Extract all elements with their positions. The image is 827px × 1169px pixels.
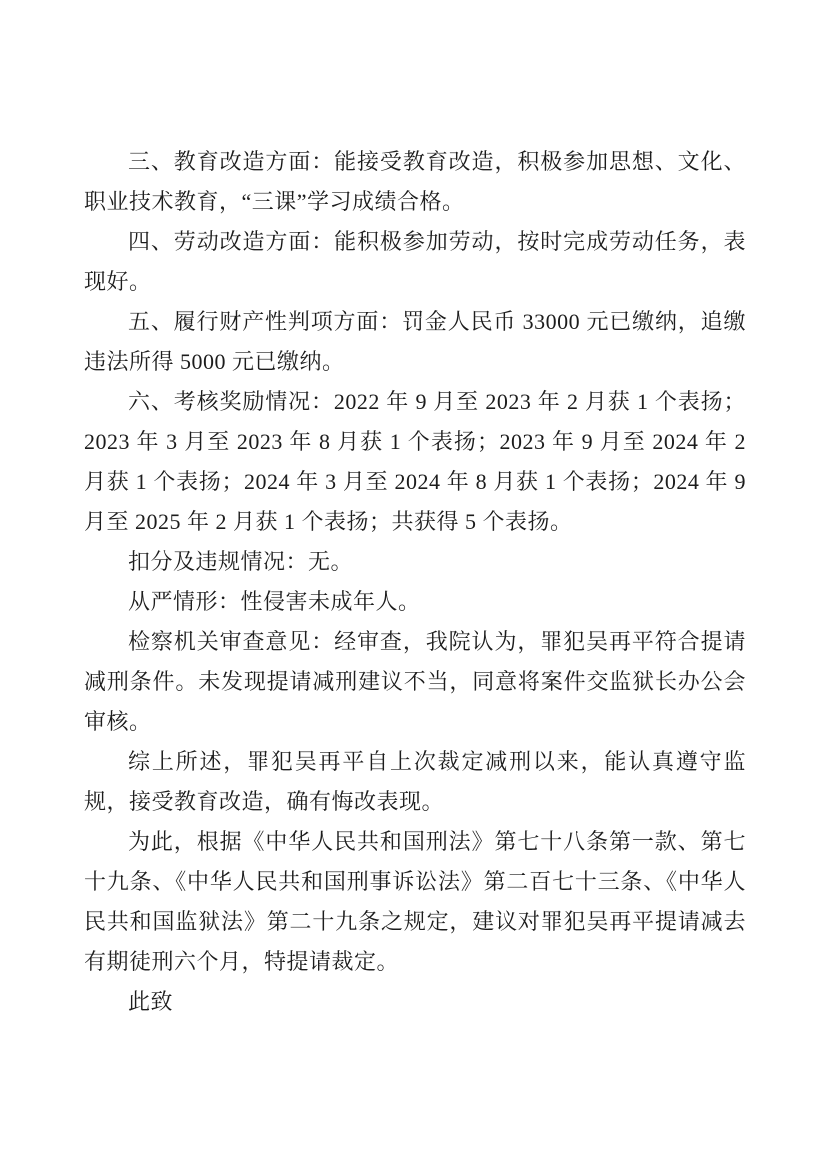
paragraph-deductions: 扣分及违规情况：无。 [128,549,354,574]
paragraph-legal-basis: 为此，根据《中华人民共和国刑法》第七十八条第一款、第七十九条、《中华人民共和国刑事诉讼法》第二百七十三条、《中华人民共和国监狱法》第二十九条之规定，建议对罪犯吴再平提请减去有期徒刑六个月，特提请裁定。 [84,829,746,974]
paragraph-summary: 综上所述，罪犯吴再平自上次裁定减刑以来，能认真遵守监规，接受教育改造，确有悔改表现。 [84,749,746,814]
paragraph-property-judgment: 五、履行财产性判项方面：罚金人民币 33000 元已缴纳，追缴违法所得 5000 元已缴纳。 [84,309,746,374]
paragraph-labor-reform: 四、劳动改造方面：能积极参加劳动，按时完成劳动任务，表现好。 [84,229,746,294]
paragraph-strict-circumstance: 从严情形：性侵害未成年人。 [128,589,421,614]
paragraph-closing: 此致 [128,989,174,1014]
document-body [84,142,746,1022]
paragraph-assessment-rewards: 六、考核奖励情况：2022 年 9 月至 2023 年 2 月获 1 个表扬；2023 年 3 月至 2023 年 8 月获 1 个表扬；2023 年 9 月至 2024 年 2 月获 1 个表扬；2024 年 3 月至 2024 年 8 月获 1 个表扬；2024 年 9 月至 2025 年 2 月获 1 个表扬；共获得 5 个表扬。 [84,389,746,534]
paragraph-education-reform: 三、教育改造方面：能接受教育改造，积极参加思想、文化、职业技术教育，“三课”学习成绩合格。 [84,149,746,214]
paragraph-procuratorate: 检察机关审查意见：经审查，我院认为，罪犯吴再平符合提请减刑条件。未发现提请减刑建议不当，同意将案件交监狱长办公会审核。 [84,629,746,734]
